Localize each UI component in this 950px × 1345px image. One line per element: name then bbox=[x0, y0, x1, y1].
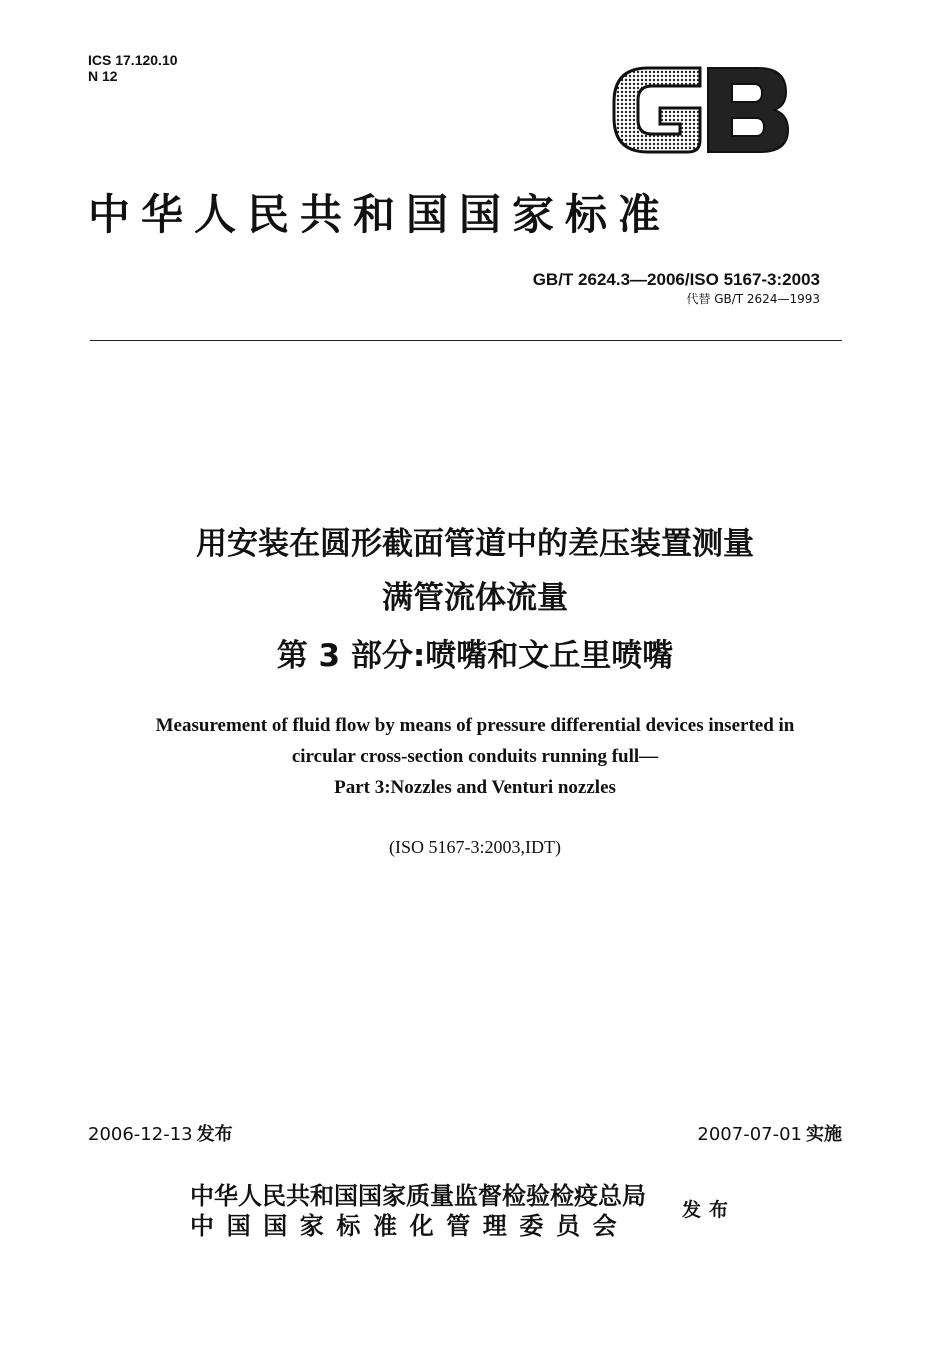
title-en-line-2: circular cross-section conduits running full— bbox=[291, 746, 659, 767]
ics-code: ICS 17.120.10 bbox=[88, 52, 178, 68]
title-cn-line-1: 用安装在圆形截面管道中的差压装置测量 bbox=[196, 526, 754, 562]
gb-logo bbox=[608, 62, 794, 158]
effective-date-value: 2007-07-01 bbox=[697, 1124, 802, 1145]
standard-replaces: 代替 GB/T 2624—1993 bbox=[686, 292, 820, 306]
title-cn-line-3: 第 3 部分:喷嘴和文丘里喷嘴 bbox=[276, 638, 674, 674]
issued-date bbox=[88, 1124, 233, 1146]
title-en-line-3: Part 3:Nozzles and Venturi nozzles bbox=[334, 777, 616, 798]
title-cn-line-2: 满管流体流量 bbox=[382, 580, 568, 616]
standard-number: GB/T 2624.3—2006/ISO 5167-3:2003 bbox=[532, 270, 820, 289]
ccs-code: N 12 bbox=[88, 68, 118, 84]
publish-action-label: 发布 bbox=[682, 1199, 737, 1221]
gb-logo-graphic bbox=[608, 62, 794, 158]
title-en-line-1: Measurement of fluid flow by means of pressure differential devices inserted in bbox=[155, 715, 795, 736]
effective-date bbox=[697, 1124, 842, 1146]
publisher-line-1: 中华人民共和国国家质量监督检验检疫总局 bbox=[190, 1182, 646, 1210]
issued-label: 发布 bbox=[196, 1124, 233, 1145]
national-standard-title: 中华人民共和国国家标准 bbox=[88, 190, 672, 239]
effective-label: 实施 bbox=[806, 1124, 842, 1145]
iso-reference: (ISO 5167-3:2003,IDT) bbox=[389, 837, 561, 857]
issued-date-value: 2006-12-13 bbox=[88, 1124, 193, 1145]
publisher-line-2: 中国国家标准化管理委员会 bbox=[190, 1212, 630, 1240]
classification-codes bbox=[88, 52, 178, 84]
header-divider bbox=[90, 340, 842, 341]
